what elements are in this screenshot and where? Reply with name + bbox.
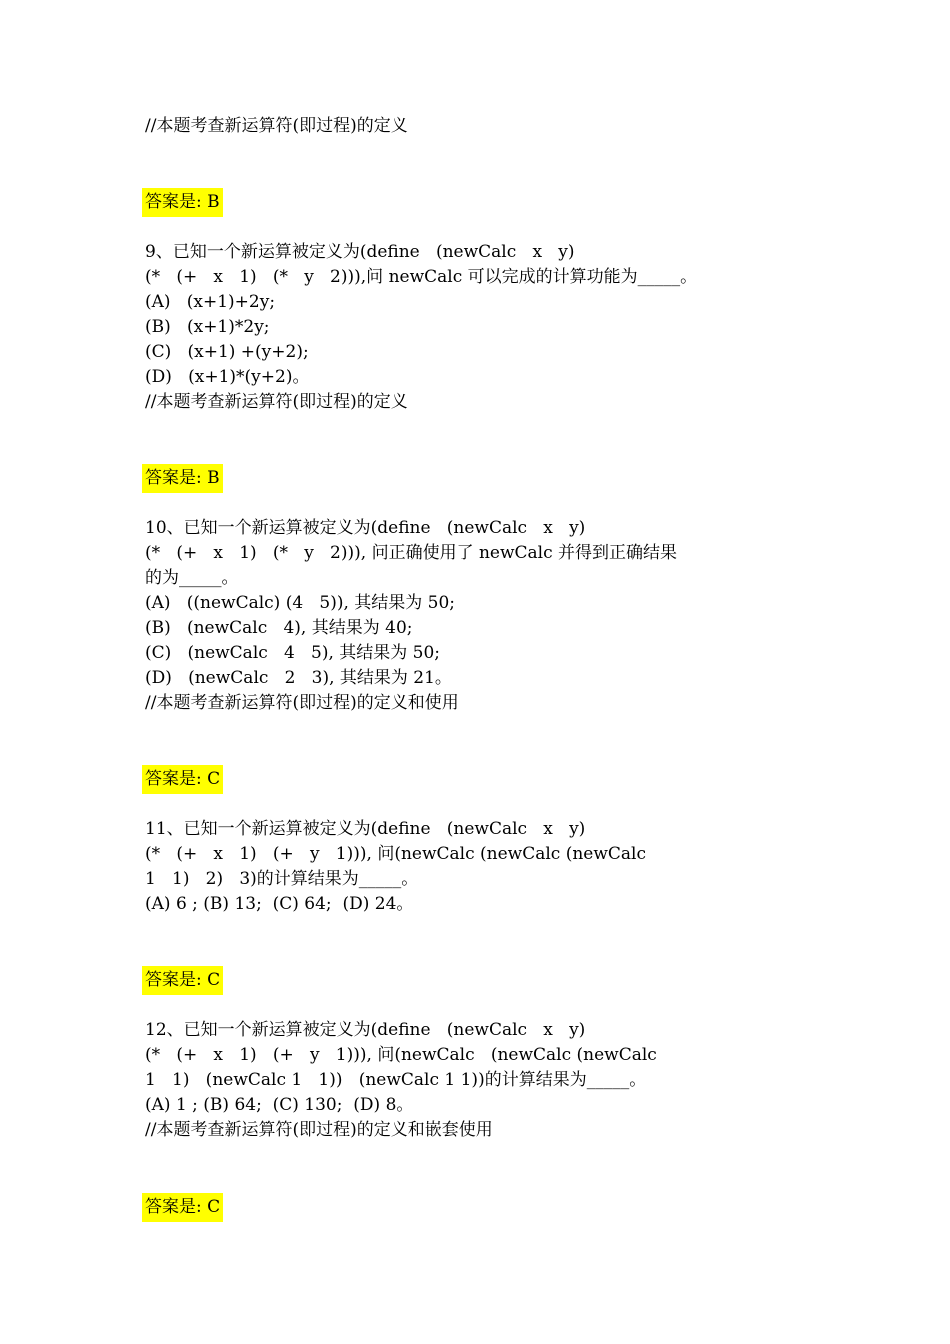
- question-9-option-b: (B) (x+1)*2y;: [145, 317, 270, 337]
- comment-line: //本题考查新运算符(即过程)的定义: [145, 392, 408, 412]
- question-9-title: 9、已知一个新运算被定义为(define (newCalc x y): [145, 242, 575, 262]
- question-12-options: (A) 1 ; (B) 64; (C) 130; (D) 8。: [145, 1095, 414, 1115]
- question-11-line-3: 1 1) 2) 3)的计算结果为_____。: [145, 869, 419, 889]
- question-9-line-2: (* (+ x 1) (* y 2))),问 newCalc 可以完成的计算功能为_____。: [145, 267, 698, 287]
- answer-highlight: 答案是: C: [142, 1193, 223, 1222]
- question-11-title: 11、已知一个新运算被定义为(define (newCalc x y): [145, 819, 586, 839]
- question-10-option-a: (A) ((newCalc) (4 5)), 其结果为 50;: [145, 593, 456, 613]
- question-10-line-3: 的为_____。: [145, 568, 239, 588]
- question-12-title: 12、已知一个新运算被定义为(define (newCalc x y): [145, 1020, 586, 1040]
- question-9-option-a: (A) (x+1)+2y;: [145, 292, 276, 312]
- question-12-line-3: 1 1) (newCalc 1 1)) (newCalc 1 1))的计算结果为_____。: [145, 1070, 647, 1090]
- comment-line: //本题考查新运算符(即过程)的定义和嵌套使用: [145, 1120, 493, 1140]
- question-11-options: (A) 6 ; (B) 13; (C) 64; (D) 24。: [145, 894, 414, 914]
- comment-line: //本题考查新运算符(即过程)的定义和使用: [145, 693, 459, 713]
- question-10-option-b: (B) (newCalc 4), 其结果为 40;: [145, 618, 413, 638]
- answer-highlight: 答案是: C: [142, 765, 223, 794]
- question-10-option-c: (C) (newCalc 4 5), 其结果为 50;: [145, 643, 441, 663]
- question-11-line-2: (* (+ x 1) (+ y 1))), 问(newCalc (newCalc (newCalc: [145, 844, 647, 864]
- comment-line: //本题考查新运算符(即过程)的定义: [145, 116, 408, 136]
- question-10-title: 10、已知一个新运算被定义为(define (newCalc x y): [145, 518, 586, 538]
- answer-highlight: 答案是: B: [142, 464, 223, 493]
- answer-highlight: 答案是: B: [142, 188, 223, 217]
- answer-highlight: 答案是: C: [142, 966, 223, 995]
- question-9-option-c: (C) (x+1) +(y+2);: [145, 342, 309, 362]
- question-10-option-d: (D) (newCalc 2 3), 其结果为 21。: [145, 668, 452, 688]
- question-10-line-2: (* (+ x 1) (* y 2))), 问正确使用了 newCalc 并得到正确结果: [145, 543, 678, 563]
- question-12-line-2: (* (+ x 1) (+ y 1))), 问(newCalc (newCalc (newCalc: [145, 1045, 657, 1065]
- question-9-option-d: (D) (x+1)*(y+2)。: [145, 367, 310, 387]
